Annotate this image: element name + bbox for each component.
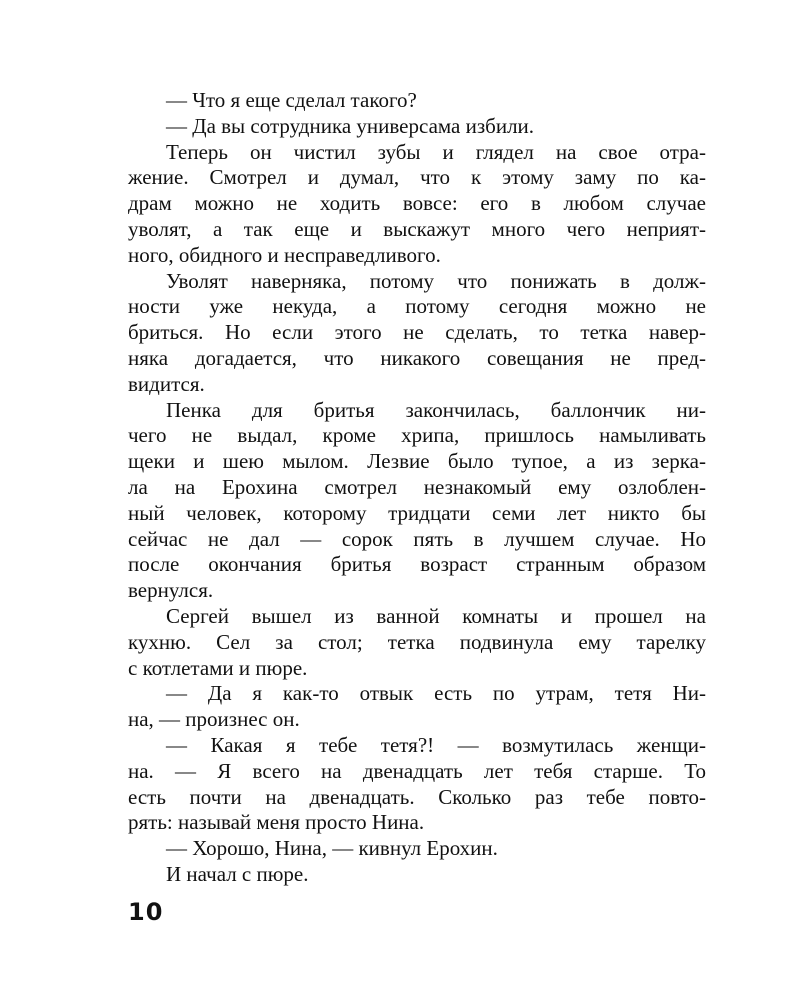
text-line: Уволят наверняка, потому что понижать в долж- (166, 268, 706, 293)
text-line: ного, обидного и несправедливого. (128, 242, 441, 267)
text-line: ный человек, которому тридцати семи лет никто бы (128, 500, 706, 525)
text-line: Теперь он чистил зубы и глядел на свое отра- (166, 139, 706, 164)
text-line: Пенка для бритья закончилась, баллончик ни- (166, 397, 706, 422)
text-line: жение. Смотрел и думал, что к этому заму по ка- (128, 165, 706, 190)
text-line: вернулся. (128, 578, 214, 603)
text-line: на. — Я всего на двенадцать лет тебя старше. То (128, 758, 706, 783)
text-line: И начал с пюре. (166, 861, 309, 886)
page-number: 10 (128, 898, 164, 926)
text-line: щеки и шею мылом. Лезвие было тупое, а из зерка- (128, 449, 706, 474)
text-line: — Какая я тебе тетя?! — возмутилась женщи- (166, 732, 706, 757)
text-line: сейчас не дал — сорок пять в лучшем случае. Но (128, 526, 706, 551)
text-line: рять: называй меня просто Нина. (128, 810, 425, 835)
text-line: Сергей вышел из ванной комнаты и прошел на (166, 603, 706, 628)
text-line: — Что я еще сделал такого? (166, 88, 417, 112)
text-line: ности уже некуда, а потому сегодня можно не (128, 294, 706, 319)
text-line: видится. (128, 371, 205, 396)
text-line: бриться. Но если этого не сделать, то тетка навер- (128, 320, 706, 345)
text-line: няка догадается, что никакого совещания не пред- (128, 345, 706, 370)
text-line: ла на Ерохина смотрел незнакомый ему озлоблен- (128, 474, 706, 499)
text-line: на, — произнес он. (128, 707, 300, 732)
text-line: после окончания бритья возраст странным образом (128, 552, 706, 577)
text-line: уволят, а так еще и выскажут много чего неприят- (128, 216, 706, 241)
text-line: с котлетами и пюре. (128, 655, 308, 680)
text-line: — Да вы сотрудника универсама избили. (166, 113, 535, 138)
text-line: кухню. Сел за стол; тетка подвинула ему тарелку (128, 629, 706, 654)
text-line: чего не выдал, кроме хрипа, пришлось намыливать (128, 423, 706, 448)
text-line: есть почти на двенадцать. Сколько раз тебе повто- (128, 784, 706, 809)
text-line: драм можно не ходить вовсе: его в любом случае (128, 191, 706, 216)
text-line: — Хорошо, Нина, — кивнул Ерохин. (166, 836, 498, 861)
page-text (128, 88, 706, 888)
text-line: — Да я как-то отвык есть по утрам, тетя Ни- (166, 681, 706, 706)
